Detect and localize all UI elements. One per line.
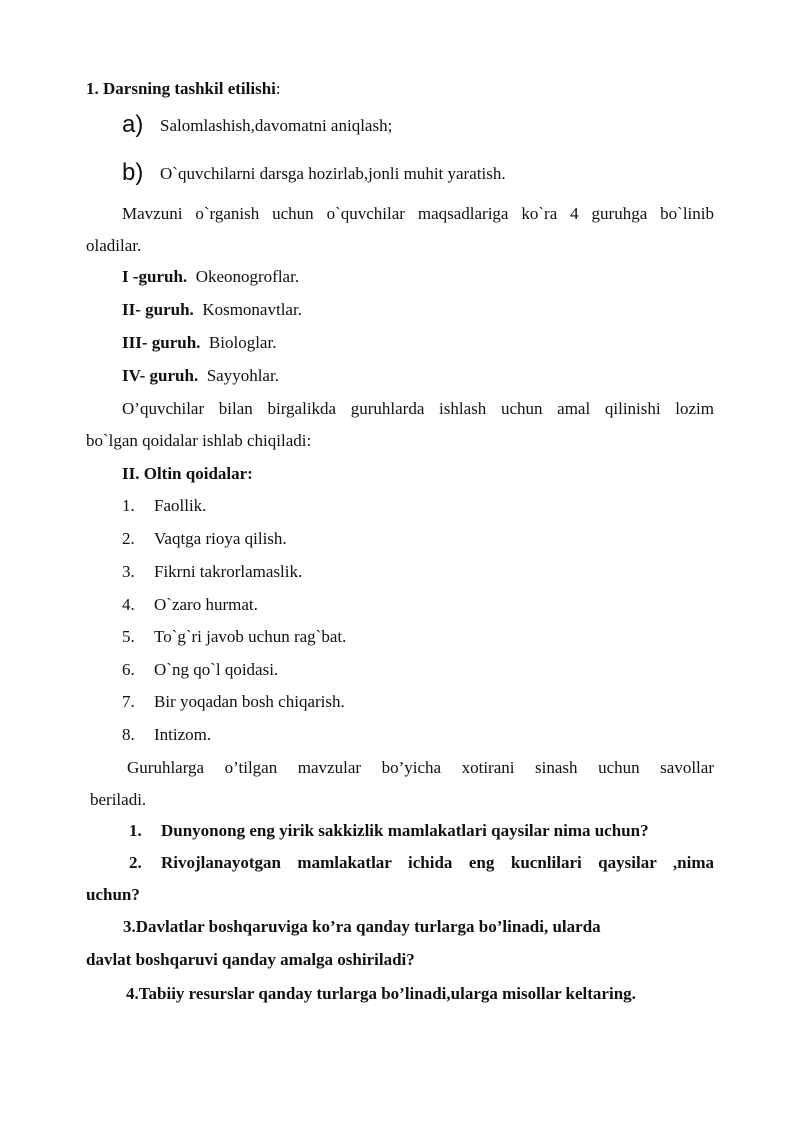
rule-text: O`ng qo`l qoidasi. <box>154 660 279 679</box>
rule-number: 1. <box>122 496 135 515</box>
list-item-text: O`quvchilarni darsga hozirlab,jonli muhit yaratish. <box>160 164 506 183</box>
list-item-a <box>122 111 393 138</box>
group-label: IV- guruh. <box>122 366 199 385</box>
rules-intro-line-2: bo`lgan qoidalar ishlab chiqiladi: <box>86 431 312 450</box>
question-3-line-1: 3.Davlatlar boshqaruviga ko’ra qanday turlarga bo’linadi, ularda <box>123 917 601 936</box>
rule-number: 7. <box>122 692 135 711</box>
group-name: Biologlar. <box>208 333 277 352</box>
questions-intro-line-1: Guruhlarga o’tilgan mavzular bo’yicha xotirani sinash uchun savollar <box>127 758 714 777</box>
group-item-2 <box>122 299 302 321</box>
group-name: Okeonogroflar. <box>195 267 300 286</box>
rule-item-7 <box>122 691 345 713</box>
intro-line-1: Mavzuni o`rganish uchun o`quvchilar maqsadlariga ko`ra 4 guruhga bo`linib <box>122 204 714 223</box>
question-text-line-1: Rivojlanayotgan mamlakatlar ichida eng kucnlilari qaysilar ,nima <box>161 853 714 872</box>
group-label: III- guruh. <box>122 333 201 352</box>
rule-number: 5. <box>122 627 135 646</box>
rule-number: 4. <box>122 595 135 614</box>
rule-text: Vaqtga rioya qilish. <box>154 529 287 548</box>
question-text: Dunyonong eng yirik sakkizlik mamlakatlari qaysilar nima uchun? <box>161 821 649 840</box>
group-name: Kosmonavtlar. <box>202 300 302 319</box>
rule-number: 6. <box>122 660 135 679</box>
rules-heading: II. Oltin qoidalar: <box>122 464 253 483</box>
group-item-3 <box>122 332 276 354</box>
question-number: 2. <box>129 853 142 872</box>
rule-text: Bir yoqadan bosh chiqarish. <box>154 692 345 711</box>
rule-number: 2. <box>122 529 135 548</box>
rule-item-4 <box>122 594 258 616</box>
rule-number: 8. <box>122 725 135 744</box>
question-1 <box>129 820 649 842</box>
rule-item-2 <box>122 528 287 550</box>
rule-text: O`zaro hurmat. <box>154 595 258 614</box>
rule-text: Fikrni takrorlamaslik. <box>154 562 303 581</box>
section-title <box>86 78 281 100</box>
rule-item-3 <box>122 561 302 583</box>
group-label: II- guruh. <box>122 300 194 319</box>
rule-text: Faollik. <box>154 496 207 515</box>
list-item-text: Salomlashish,davomatni aniqlash; <box>160 116 393 135</box>
question-4: 4.Tabiiy resurslar qanday turlarga bo’linadi,ularga misollar keltaring. <box>126 984 636 1003</box>
questions-intro-line-2: beriladi. <box>90 790 147 809</box>
rule-text: To`g`ri javob uchun rag`bat. <box>154 627 347 646</box>
question-2-line-2: uchun? <box>86 885 140 904</box>
rules-intro-line-1: O’quvchilar bilan birgalikda guruhlarda ishlash uchun amal qilinishi lozim <box>122 399 714 418</box>
rule-item-1 <box>122 495 206 517</box>
rule-item-5 <box>122 626 346 648</box>
rule-text: Intizom. <box>154 725 212 744</box>
list-item-b <box>122 159 506 186</box>
rule-item-8 <box>122 724 211 746</box>
group-item-1 <box>122 266 299 288</box>
section-title-text: 1. Darsning tashkil etilishi <box>86 79 276 98</box>
question-3-line-2: davlat boshqaruvi qanday amalga oshiriladi? <box>86 950 415 969</box>
intro-line-2: oladilar. <box>86 236 142 255</box>
group-item-4 <box>122 365 279 387</box>
rule-item-6 <box>122 659 278 681</box>
section-title-colon: : <box>275 79 281 98</box>
question-2 <box>129 852 714 874</box>
list-marker: a) <box>122 111 144 138</box>
group-label: I -guruh. <box>122 267 188 286</box>
question-number: 1. <box>129 821 142 840</box>
list-marker: b) <box>122 159 144 186</box>
group-name: Sayyohlar. <box>206 366 279 385</box>
rule-number: 3. <box>122 562 135 581</box>
